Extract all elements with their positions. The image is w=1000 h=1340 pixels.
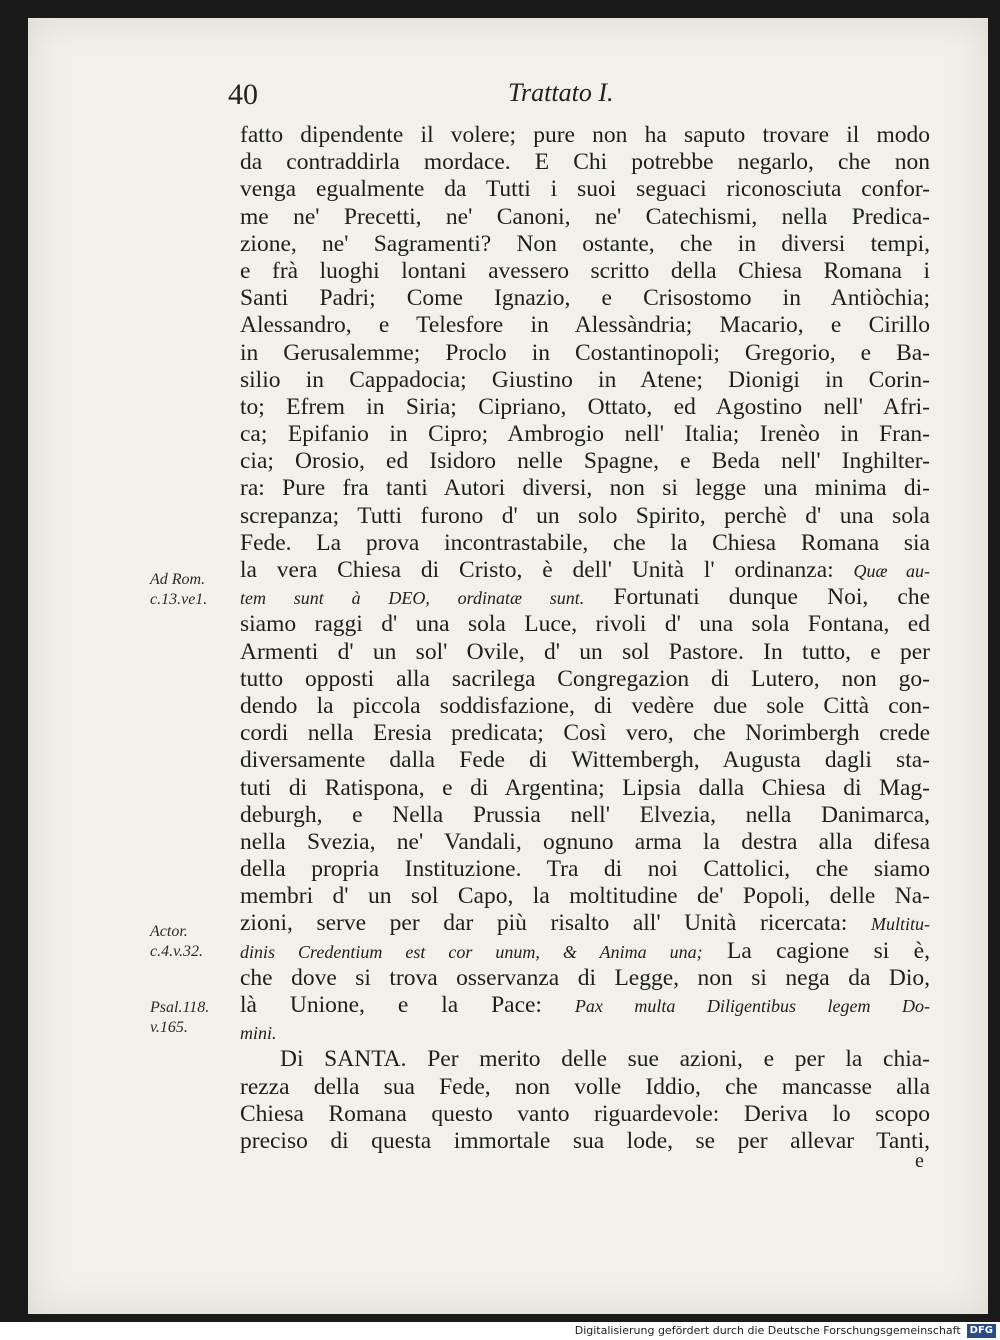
text-line [240,1074,930,1101]
text-line [240,720,930,747]
text-line [240,802,930,829]
catchword: e [915,1150,924,1172]
text-line [240,149,930,176]
text-line [240,122,930,149]
line-text: deburgh, e Nella Prussia nell' Elvezia, nella Danimarca, [240,801,930,828]
text-line [240,448,930,475]
margin-note-line: Psal.118. [150,999,210,1016]
latin-quote: mini. [240,1023,277,1044]
text-line [240,965,930,992]
dfg-logo-icon: DFG [967,1324,996,1338]
text-line [240,992,930,1019]
body-text [240,122,930,1155]
footer-text: Digitalisierung gefördert durch die Deutsche Forschungsgemeinschaft [574,1324,961,1337]
line-text: Armenti d' un sol' Ovile, d' un sol Pastore. In tutto, e per [240,638,930,665]
text-line [240,340,930,367]
line-text: rezza della sua Fede, non volle Iddio, che mancasse alla [240,1073,930,1100]
margin-note-line: c.13.ve1. [150,591,208,608]
line-text: cordi nella Eresia predicata; Così vero, che Norimbergh crede [240,720,930,747]
line-text: preciso di questa immortale sua lode, se per allevar Tanti, [240,1127,930,1154]
line-text: venga egualmente da Tutti i suoi seguaci riconosciuta confor- [240,176,930,203]
running-title: Trattato I. [508,78,614,107]
margin-note-psal [150,998,209,1038]
latin-quote: Pax multa Diligentibus legem Do- [574,996,931,1016]
text-line [240,1019,930,1046]
line-text: zioni, serve per dar più risalto all' Unità ricercata: [240,910,848,937]
latin-quote: Multitu- [871,914,930,935]
text-line [240,829,930,856]
latin-quote: tem sunt à DEO, ordinatæ sunt. [240,588,585,609]
text-line [240,503,930,530]
text-line [240,312,930,339]
text-line [240,204,930,231]
text-line [240,258,930,285]
line-text: fatto dipendente il volere; pure non ha saputo trovare il modo [240,122,930,148]
margin-note-line: Actor. [150,923,188,940]
line-text: da contraddirla mordace. E Chi potrebbe negarlo, che non [240,149,930,176]
margin-note-line: c.4.v.32. [150,943,204,960]
text-line [240,367,930,394]
line-text: in Gerusalemme; Proclo in Costantinopoli; Gregorio, e Ba- [240,339,930,366]
text-line [240,666,930,693]
text-line [240,1101,930,1128]
line-text: tutto opposti alla sacrilega Congregazion di Lutero, non go- [240,665,930,692]
line-text: tuti di Ratispona, e di Argentina; Lipsia dalla Chiesa di Mag- [240,774,930,801]
text-line [240,557,930,584]
page-number: 40 [228,78,258,111]
line-text: to; Efrem in Siria; Cipriano, Ottato, ed Agostino nell' Afri- [240,393,930,420]
line-text: zione, ne' Sagramenti? Non ostante, che in diversi tempi, [240,230,930,257]
latin-quote: dinis Credentium est cor unum, & Anima una; [240,941,703,962]
text-line [240,231,930,258]
margin-note-actor [150,922,203,962]
text-line [240,1046,930,1073]
text-line [240,394,930,421]
line-text: che dove si trova osservanza di Legge, non si nega da Dio, [240,964,930,991]
line-text: nella Svezia, ne' Vandali, ognuno arma la destra alla difesa [240,828,930,855]
line-text: e frà luoghi lontani avessero scritto della Chiesa Romana i [240,257,930,284]
text-line [240,693,930,720]
text-line [240,883,930,910]
line-text: ca; Epifanio in Cipro; Ambrogio nell' Italia; Irenèo in Fran- [240,421,930,448]
margin-note-ad-rom [150,570,207,610]
text-line [240,611,930,638]
text-line [240,421,930,448]
line-text: Santi Padri; Come Ignazio, e Crisostomo in Antiòchia; [240,285,930,312]
line-text: ra: Pure fra tanti Autori diversi, non si legge una minima di- [240,475,930,502]
line-text: Chiesa Romana questo vanto riguardevole: Deriva lo scopo [240,1100,930,1127]
line-text: La cagione si è, [726,937,930,964]
line-text: me ne' Precetti, ne' Canoni, ne' Catechismi, nella Predica- [240,203,930,230]
text-line [240,775,930,802]
margin-note-line: Ad Rom. [150,571,206,588]
line-text: screpanza; Tutti furono d' un solo Spirito, perchè d' una sola [240,502,930,529]
line-text: membri d' un sol Capo, la moltitudine de' Popoli, delle Na- [240,883,930,910]
line-text: diversamente dalla Fede di Wittembergh, Augusta dagli sta- [240,747,930,774]
line-text: la vera Chiesa di Cristo, è dell' Unità l' ordinanza: [240,557,834,583]
line-text: là Unione, e la Pace: [240,992,542,1018]
line-text: Fortunati dunque Noi, che [613,584,930,611]
line-text: Di SANTA. Per merito delle sue azioni, e per la chia- [280,1046,930,1073]
text-line [240,584,930,611]
line-text: dendo la piccola soddisfazione, di vedère due sole Città con- [240,692,930,719]
text-line [240,530,930,557]
footer-credit [0,1322,1000,1340]
line-text: Fede. La prova incontrastabile, che la Chiesa Romana sia [240,529,930,556]
line-text: silio in Cappadocia; Giustino in Atene; Dionigi in Corin- [240,366,930,393]
text-line [240,938,930,965]
text-line [240,910,930,937]
line-text: cia; Orosio, ed Isidoro nelle Spagne, e Beda nell' Inghilter- [240,448,930,475]
text-line [240,176,930,203]
text-line [240,639,930,666]
line-text: Alessandro, e Telesfore in Alessàndria; Macario, e Cirillo [240,312,930,339]
line-text: siamo raggi d' una sola Luce, rivoli d' una sola Fontana, ed [240,611,930,638]
margin-note-line: v.165. [150,1019,188,1036]
line-text: della propria Instituzione. Tra di noi Cattolici, che siamo [240,856,930,883]
text-line [240,856,930,883]
text-line [240,1128,930,1155]
latin-quote: Quæ au- [853,561,931,581]
text-line [240,747,930,774]
text-line [240,475,930,502]
text-line [240,285,930,312]
